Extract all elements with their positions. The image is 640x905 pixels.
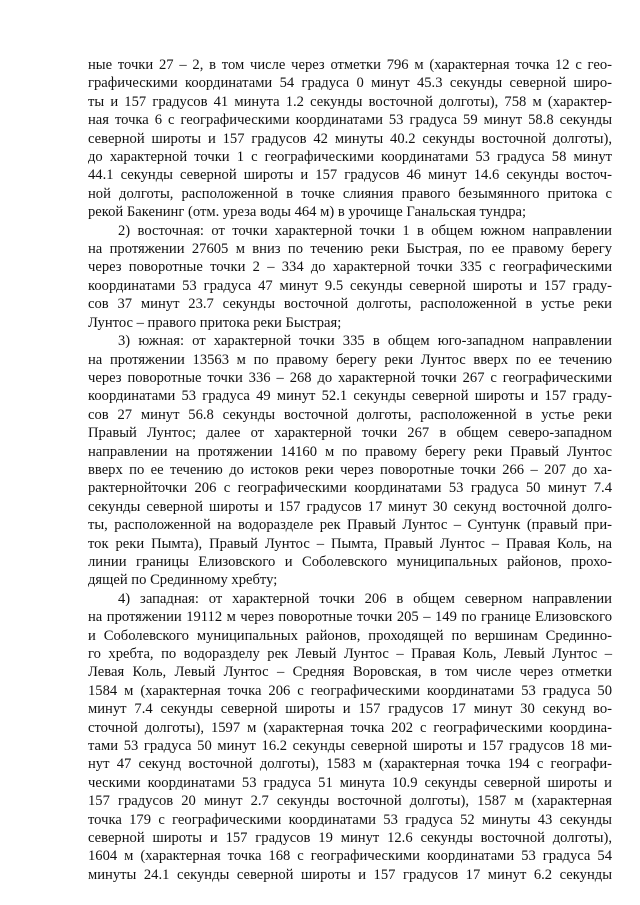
text-line: ческими координатами 53 градуса 51 минута 10.9 секунды северной широты и	[88, 774, 612, 791]
text-line: Левая Коль, Левый Лунтос – Средняя Воровская, в том числе через отметки	[88, 664, 612, 681]
text-line: Правый Лунтос; далее от характерной точки 267 в общем северо-западном	[88, 425, 612, 442]
text-line: через поворотные точки 2 – 334 до характерной точки 335 с географическими	[88, 259, 612, 276]
text-line: го хребта, по водоразделу рек Левый Лунтос – Правая Коль, Левый Лунтос –	[88, 646, 612, 662]
text-line: направлении на протяжении 14160 м по правому берегу реки Правый Лунтос	[88, 443, 612, 460]
text-line: 2) восточная: от точки характерной точки 1 в общем южном направлении	[118, 222, 612, 239]
text-line: тами 53 градуса 50 минут 16.2 секунды северной широты и 157 градусов 18 ми-	[88, 738, 612, 755]
paragraph-west-boundary	[88, 590, 612, 885]
text-line: северной широты и 157 градусов 42 минуты 40.2 секунды восточной долготы),	[88, 130, 612, 147]
text-line: на протяжении 13563 м по правому берегу реки Лунтос вверх по ее течению	[88, 351, 612, 368]
paragraph-east-boundary	[88, 222, 612, 332]
text-line: 1604 м (характерная точка 168 с географическими координатами 53 градуса 54	[88, 848, 612, 865]
text-line: через поворотные точки 336 – 268 до характерной точки 267 с географическими	[88, 369, 612, 386]
document-page	[88, 56, 612, 884]
text-line: графическими координатами 54 градуса 0 минут 45.3 секунды северной широ-	[88, 75, 612, 92]
text-line: ные точки 27 – 2, в том числе через отметки 796 м (характерная точка 12 с гео-	[88, 57, 612, 73]
text-line: северной широты и 157 градусов 19 минут 12.6 секунды восточной долготы),	[88, 830, 612, 847]
text-line: дящей по Срединному хребту;	[88, 572, 278, 589]
text-line: вверх по ее течению до истоков реки через поворотные точки 266 – 207 до ха-	[88, 461, 612, 478]
text-line: ная точка 6 с географическими координатами 53 градуса 59 минут 58.8 секунды	[88, 112, 612, 129]
text-line: координатами 53 градуса 49 минут 52.1 секунды северной широты и 157 граду-	[88, 388, 612, 405]
text-line: ной долготы, расположенной в точке слияния правого безымянного притока с	[88, 185, 612, 202]
text-line: 3) южная: от характерной точки 335 в общем юго-западном направлении	[118, 333, 612, 350]
text-line: нут 47 секунд восточной долготы), 1583 м (характерная точка 194 с географи-	[88, 756, 612, 773]
text-line: сов 27 минут 56.8 секунды восточной долготы, расположенной в устье реки	[88, 406, 612, 423]
text-line: рактернойточки 206 с географическими координатами 53 градуса 50 минут 7.4	[88, 480, 612, 497]
text-line: сточной долготы), 1597 м (характерная точка 202 с географическими координа-	[88, 719, 612, 736]
text-line: точка 179 с географическими координатами 53 градуса 52 минуты 43 секунды	[88, 811, 612, 828]
paragraph-continuation	[88, 56, 612, 222]
text-line: на протяжении 19112 м через поворотные точки 205 – 149 по границе Елизовского	[88, 609, 612, 626]
text-line: ты и 157 градусов 41 минута 1.2 секунды восточной долготы), 758 м (характер-	[88, 93, 612, 110]
text-line: Лунтос – правого притока реки Быстрая;	[88, 314, 342, 331]
text-line: 157 градусов 20 минут 2.7 секунды восточной долготы), 1587 м (характерная	[88, 793, 612, 810]
text-line: 44.1 секунды северной широты и 157 градусов 46 минут 14.6 секунды восточ-	[88, 167, 612, 184]
text-line: минуты 24.1 секунды северной широты и 157 градусов 17 минут 6.2 секунды	[88, 866, 612, 883]
paragraph-south-boundary	[88, 332, 612, 590]
text-line: минут 7.4 секунды северной широты и 157 градусов 17 минут 30 секунд во-	[88, 701, 612, 718]
text-line: до характерной точки 1 с географическими координатами 53 градуса 58 минут	[88, 149, 612, 166]
text-line: и Соболевского муниципальных районов, проходящей по вершинам Срединно-	[88, 627, 612, 644]
text-line: 4) западная: от характерной точки 206 в общем северном направлении	[118, 590, 612, 607]
text-line: координатами 53 градуса 47 минут 9.5 секунды северной широты и 157 граду-	[88, 277, 612, 294]
text-line: секунды северной широты и 157 градусов 17 минут 30 секунд восточной долго-	[88, 498, 612, 515]
text-line: ток реки Пымта), Правый Лунтос – Пымта, Правый Лунтос – Правая Коль, на	[88, 535, 612, 552]
text-line: на протяжении 27605 м вниз по течению реки Быстрая, по ее правому берегу	[88, 241, 612, 258]
text-line: линии границы Елизовского и Соболевского муниципальных районов, прохо-	[88, 553, 612, 570]
text-line: ты, расположенной на водоразделе рек Правый Лунтос – Сунтунк (правый при-	[88, 517, 612, 534]
text-line: рекой Бакенинг (отм. уреза воды 464 м) в урочище Ганальская тундра;	[88, 204, 527, 221]
text-line: 1584 м (характерная точка 206 с географическими координатами 53 градуса 50	[88, 682, 612, 699]
text-line: сов 37 минут 23.7 секунды восточной долготы, расположенной в устье реки	[88, 296, 612, 313]
